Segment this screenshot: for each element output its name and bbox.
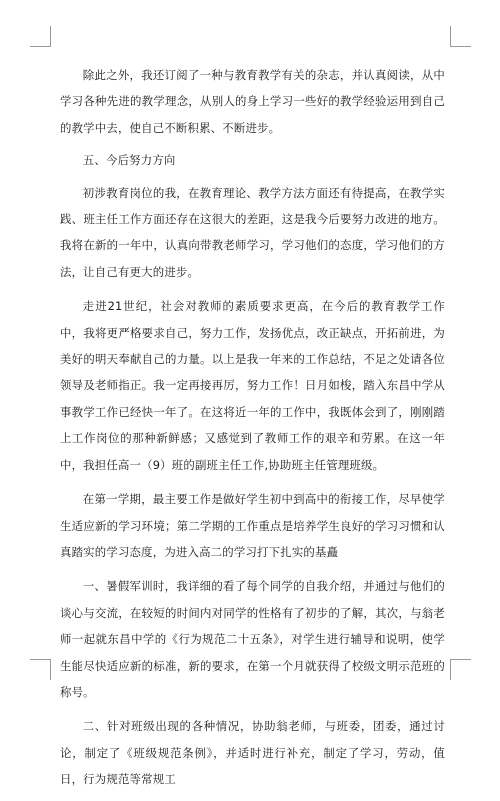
section-heading-future-direction: 五、今后努力方向 <box>82 153 176 168</box>
document-body <box>60 62 445 801</box>
crop-mark-bottom-left <box>30 659 51 680</box>
crop-mark-top-left <box>30 26 51 47</box>
crop-mark-top-right <box>450 26 471 47</box>
paragraph-early-career: 初涉教育岗位的我，在教育理论、教学方法方面还有待提高，在教学实践、班主任工作方面还存在这很大的差距，这是我今后要努力改进的地方。我将在新的一年中，认真向带教老师学习，学习他们的态度，学习他们的方法，让自己有更大的进步。 <box>60 185 445 279</box>
paragraph-class-rules: 二、针对班级出现的各种情况，协助翁老师，与班委，团委，通过讨论，制定了《班级规范条例》，并适时进行补充，制定了学习，劳动，值日，行为规范等常规工 <box>60 719 445 787</box>
paragraph-21st-century: 走进21世纪，社会对教师的素质要求更高，在今后的教育教学工作中，我将更严格要求自己，努力工作，发扬优点，改正缺点，开拓前进，为美好的明天奉献自己的力量。以上是我一年来的工作总结，不足之处请各位领导及老师指正。我一定再接再厉，努力工作！日月如梭，踏入东昌中学从事教学工作已经快一年了。在这将近一年的工作中，我既体会到了，刚刚踏上工作岗位的那种新鲜感；又感觉到了教师工作的艰辛和劳累。在这一年中，我担任高一（9）班的副班主任工作,协助班主任管理班级。 <box>60 299 445 472</box>
paragraph-military-training: 一、暑假军训时，我详细的看了每个同学的自我介绍，并通过与他们的谈心与交流，在较短的时间内对同学的性格有了初步的了解，其次，与翁老师一起就东昌中学的《行为规范二十五条》，对学生进行辅导和说明，使学生能尽快适应新的标准，新的要求，在第一个月就获得了校级文明示范班的称号。 <box>60 579 445 699</box>
paragraph-magazine: 除此之外，我还订阅了一种与教育教学有关的杂志，并认真阅读，从中学习各种先进的教学理念，从别人的身上学习一些好的教学经验运用到自己的教学中去，使自己不断积累、不断进步。 <box>60 68 445 135</box>
crop-mark-bottom-right <box>450 659 471 680</box>
paragraph-first-semester: 在第一学期，最主要工作是做好学生初中到高中的衔接工作，尽早使学生适应新的学习环境；第二学期的工作重点是培养学生良好的学习习惯和认真踏实的学习态度，为进入高二的学习打下扎实的基矗 <box>60 492 445 559</box>
